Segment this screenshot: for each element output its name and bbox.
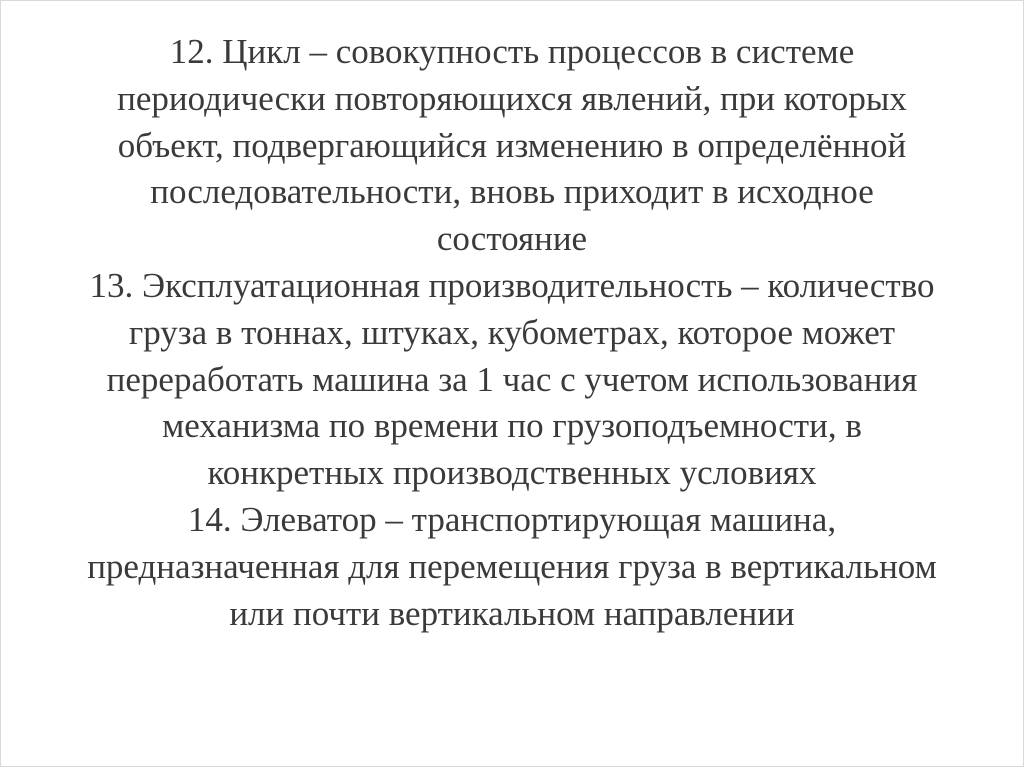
definition-14	[21, 497, 1003, 637]
text-line: переработать машина за 1 час с учетом использования	[106, 359, 918, 399]
text-line: 12. Цикл – совокупность процессов в системе	[169, 32, 855, 71]
text-line: последовательности, вновь приходит в исходное	[150, 172, 874, 212]
text-line: периодически повторяющихся явлений, при которых	[117, 78, 907, 118]
text-line: состояние	[436, 219, 588, 259]
definition-13	[21, 263, 1003, 497]
text-line: 14. Элеватор – транспортирующая машина,	[187, 499, 837, 539]
slide-body-text	[21, 29, 1003, 637]
text-line: предназначенная для перемещения груза в вертикальном	[87, 546, 937, 586]
text-line: или почти вертикальном направлении	[229, 593, 795, 633]
definition-12	[21, 29, 1003, 263]
text-line: механизма по времени по грузоподъемности, в	[162, 406, 862, 446]
text-line: объект, подвергающийся изменению в определённой	[117, 125, 907, 165]
text-line: 13. Эксплуатационная производительность – количество	[89, 265, 935, 305]
text-line: конкретных производственных условиях	[207, 453, 817, 493]
text-line: груза в тоннах, штуках, кубометрах, которое может	[128, 312, 896, 352]
